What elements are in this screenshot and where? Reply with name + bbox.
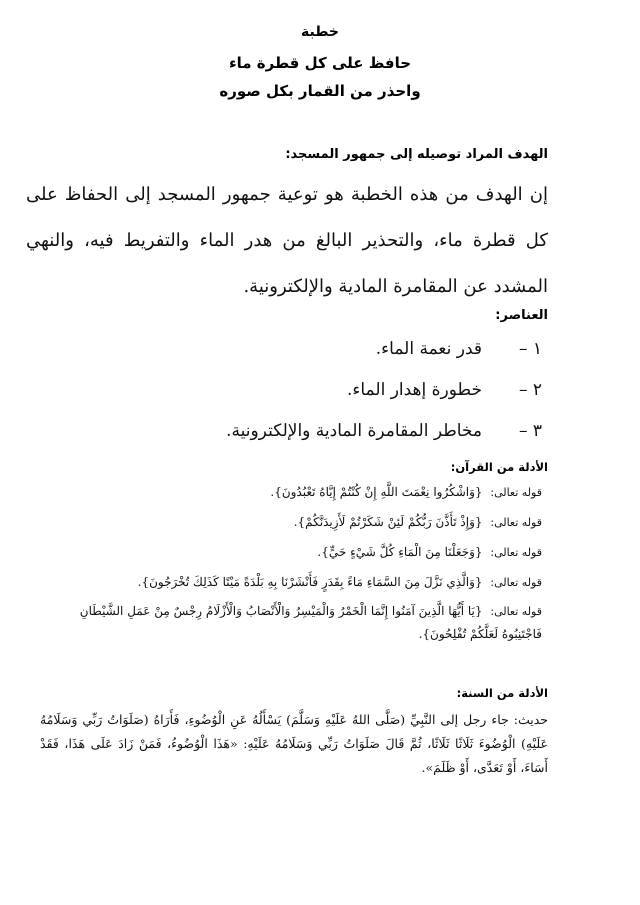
quran-evidence-heading: الأدلة من القرآن: [450,460,548,474]
verse-prefix: قوله تعالى: [490,605,542,618]
sermon-title-line-2: واحذر من القمار بكل صوره [219,82,421,100]
list-item-number: ١ – [518,339,542,359]
title-block [0,24,640,100]
verse-prefix: قوله تعالى: [490,546,542,559]
verse-item [62,480,542,510]
list-item-text: خطورة إهدار الماء. [346,380,482,400]
quran-verses-list [62,480,542,650]
list-item-number: ٢ – [518,380,542,400]
verse-prefix: قوله تعالى: [490,516,542,529]
list-item [82,330,542,371]
verse-item [62,570,542,600]
goal-heading: الهدف المراد توصيله إلى جمهور المسجد: [285,147,548,162]
verse-item [62,510,542,540]
sunna-evidence-heading: الأدلة من السنة: [456,686,548,700]
verse-prefix: قوله تعالى: [490,576,542,589]
list-item [82,371,542,412]
elements-list [82,330,542,453]
list-item-number: ٣ – [518,421,542,441]
verse-item [62,540,542,570]
verse-item [62,600,542,650]
sermon-title-line-1: حافظ على كل قطرة ماء [228,54,412,72]
verse-prefix: قوله تعالى: [490,486,542,499]
verse-text: {وَاشْكُرُوا نِعْمَتَ اللَّهِ إِنْ كُنْتُمْ إِيَّاهُ تَعْبُدُونَ}. [270,485,483,499]
list-item [82,412,542,453]
elements-heading: العناصر: [495,308,548,323]
goal-paragraph: إن الهدف من هذه الخطبة هو توعية جمهور المسجد إلى الحفاظ على كل قطرة ماء، والتحذير البالغ من هدر الماء والتفريط فيه، والنهي المشدد عن المقامرة المادية والإلكترونية. [26,184,548,297]
hadith-paragraph: حديث: جاء رجل إلى النَّبِيِّ (صَلَّى اللهُ عَلَيْهِ وَسَلَّمَ) يَسْأَلُهُ عَنِ الْوُضُوءِ، فَأَرَاهُ (صَلَوَاتُ رَبِّي وَسَلَامُهُ عَلَيْهِ) الْوُضُوءَ ثَلَاثًا ثَلَاثًا، ثُمَّ قَالَ صَلَوَاتُ رَبِّي وَسَلَامُهُ عَلَيْهِ: «هَذَا الْوُضُوءُ، فَمَنْ زَادَ عَلَى هَذَا، فَقَدْ أَسَاءَ، أَوْ تَعَدَّى، أَوْ ظَلَمَ». [40,712,548,775]
verse-text: {وَالَّذِي نَزَّلَ مِنَ السَّمَاءِ مَاءً بِقَدَرٍ فَأَنْشَرْنَا بِهِ بَلْدَةً مَيْتًا كَذَلِكَ تُخْرَجُونَ}. [137,575,483,589]
list-item-text: مخاطر المقامرة المادية والإلكترونية. [226,421,482,441]
list-item-text: قدر نعمة الماء. [375,339,482,359]
document-title: خطبة [301,24,339,40]
verse-text: {وَإِذْ تَأَذَّنَ رَبُّكُمْ لَئِنْ شَكَرْتُمْ لَأَزِيدَنَّكُمْ}. [293,515,483,529]
verse-text: {وَجَعَلْنَا مِنَ الْمَاءِ كُلَّ شَيْءٍ حَيٍّ}. [317,545,483,559]
verse-text: {يَا أَيُّهَا الَّذِينَ آمَنُوا إِنَّمَا الْخَمْرُ وَالْمَيْسِرُ وَالْأَنْصَابُ وَالْأَزْلَامُ رِجْسٌ مِنْ عَمَلِ الشَّيْطَانِ فَاجْتَنِبُوهُ لَعَلَّكُمْ تُفْلِحُونَ}. [79,604,542,641]
